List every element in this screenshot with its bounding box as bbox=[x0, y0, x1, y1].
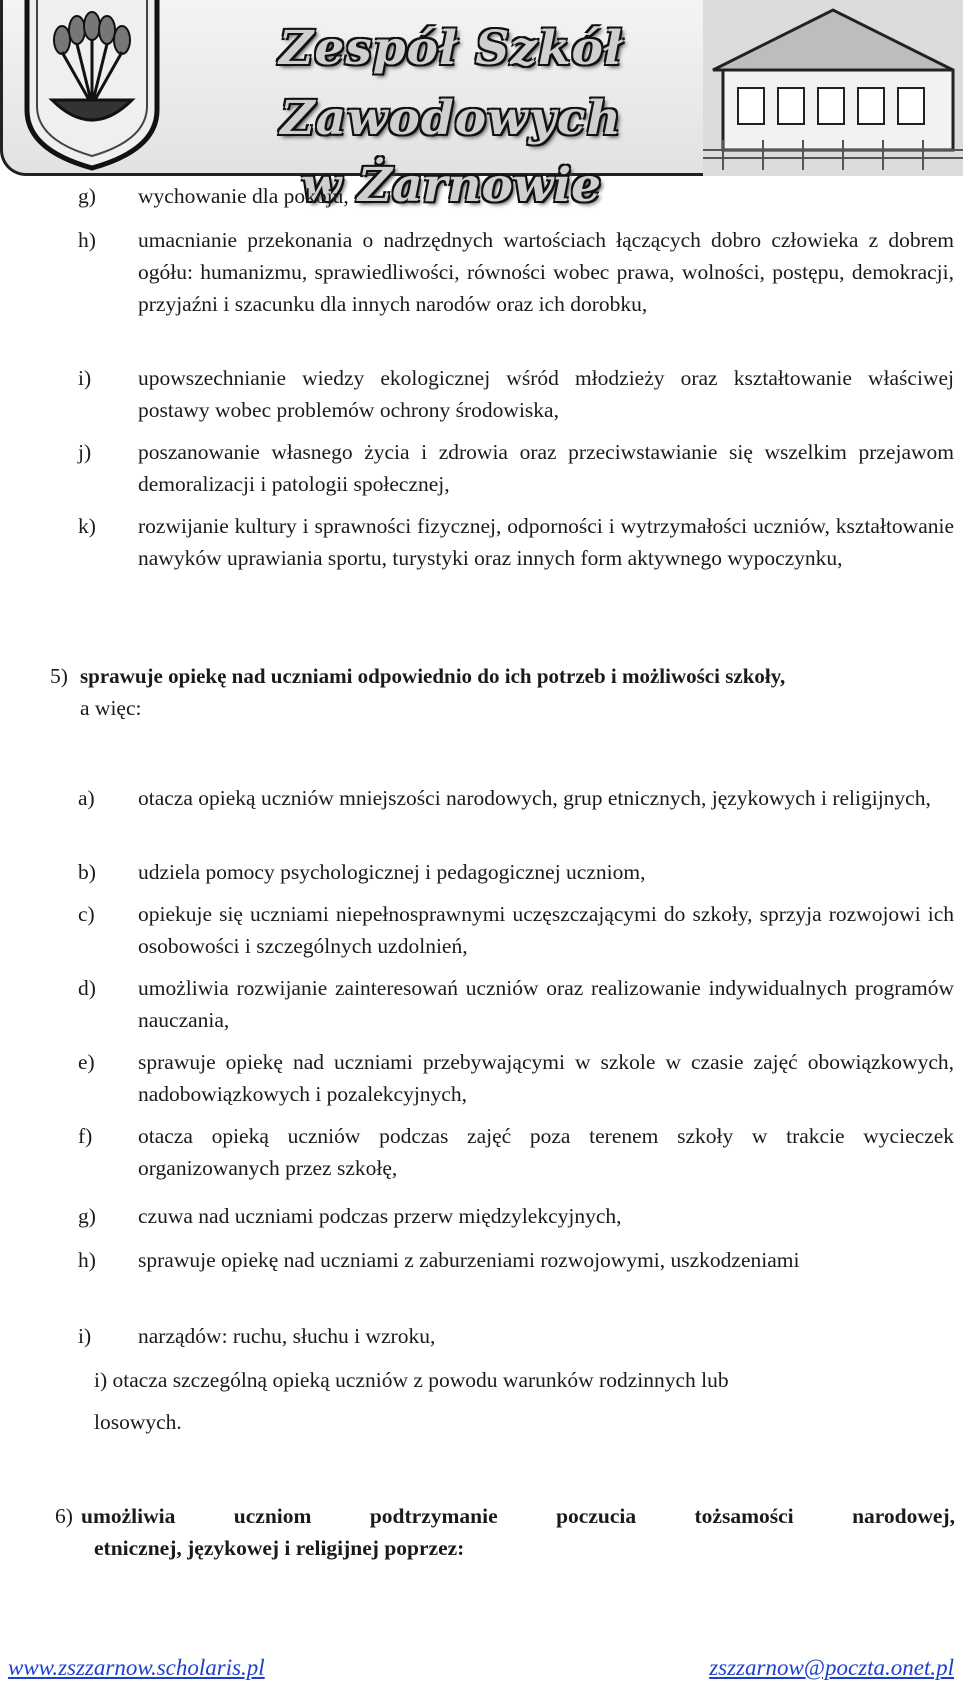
list-item bbox=[78, 510, 958, 608]
list-item-label: f) bbox=[78, 1124, 93, 1148]
list-item bbox=[78, 1320, 958, 1354]
list-item-label: e) bbox=[78, 1050, 95, 1074]
list-item-text: opiekuje się uczniami niepełnosprawnymi uczęszczającymi do szkoły, sprzyja rozwojowi ich osobowości i szczególnych uzdolnień, bbox=[138, 902, 954, 958]
list-item-text: upowszechnianie wiedzy ekologicznej wśród młodzieży oraz kształtowanie właściwej postawy wobec problemów ochrony środowiska, bbox=[138, 366, 954, 422]
list-item-label: h) bbox=[78, 228, 96, 252]
list-item bbox=[78, 898, 958, 964]
school-building-icon bbox=[703, 0, 963, 176]
list-item-label: c) bbox=[78, 902, 95, 926]
list-item-text: udziela pomocy psychologicznej i pedagogicznej uczniom, bbox=[138, 860, 646, 884]
section-number: 6) bbox=[55, 1504, 73, 1528]
list-item-label: g) bbox=[78, 184, 96, 208]
extra-item-line1: i) otacza szczególną opieką uczniów z powodu warunków rodzinnych lub bbox=[94, 1368, 729, 1392]
list-item bbox=[78, 180, 958, 214]
list-item-label: i) bbox=[78, 366, 92, 390]
list-item-label: g) bbox=[78, 1204, 96, 1228]
list-item bbox=[78, 856, 958, 890]
list-item bbox=[78, 436, 958, 502]
section-heading-line1: umożliwia uczniom podtrzymanie poczucia tożsamości narodowej, bbox=[81, 1504, 955, 1528]
list-item-text: sprawuje opiekę nad uczniami z zaburzeniami rozwojowymi, uszkodzeniami bbox=[138, 1248, 800, 1272]
school-crest-icon bbox=[7, 0, 177, 170]
list-item-text: poszanowanie własnego życia i zdrowia oraz przeciwstawianie się wszelkim przejawom demoralizacji i patologii społecznej, bbox=[138, 440, 954, 496]
banner-title-line1: Zespół Szkół Zawodowych bbox=[279, 21, 623, 146]
list-item-text: czuwa nad uczniami podczas przerw międzylekcyjnych, bbox=[138, 1204, 622, 1228]
list-item-text: otacza opieką uczniów podczas zajęć poza terenem szkoły w trakcie wycieczek organizowanych przez szkołę, bbox=[138, 1124, 954, 1180]
list-item-text: umożliwia rozwijanie zainteresowań uczniów oraz realizowanie indywidualnych programów nauczania, bbox=[138, 976, 954, 1032]
extra-list-item bbox=[94, 1364, 954, 1454]
list-item bbox=[78, 782, 958, 848]
list-item bbox=[78, 362, 958, 428]
list-item-label: b) bbox=[78, 860, 96, 884]
list-item bbox=[78, 1200, 958, 1234]
list-item bbox=[78, 1046, 958, 1112]
extra-item-line2: losowych. bbox=[94, 1410, 182, 1434]
list-item-label: h) bbox=[78, 1248, 96, 1272]
section-heading-line2: etnicznej, językowej i religijnej poprzez: bbox=[94, 1536, 465, 1560]
list-item bbox=[78, 224, 958, 354]
footer-email-link[interactable]: zszzarnow@poczta.onet.pl bbox=[709, 1655, 954, 1680]
list-item-text: otacza opieką uczniów mniejszości narodowych, grup etnicznych, językowych i religijnych, bbox=[138, 786, 931, 810]
list-item bbox=[78, 1120, 958, 1186]
list-item-text: sprawuje opiekę nad uczniami przebywającymi w szkole w czasie zajęć obowiązkowych, nadobowiązkowych i pozalekcyjnych, bbox=[138, 1050, 954, 1106]
list-item-text: wychowanie dla pokoju, bbox=[138, 184, 349, 208]
banner-title-line2: w Żarnowie bbox=[300, 158, 602, 213]
list-item-text: rozwijanie kultury i sprawności fizycznej, odporności i wytrzymałości uczniów, kształtowanie nawyków uprawiania sportu, turystyki oraz innych form aktywnego wypoczynku, bbox=[138, 514, 954, 570]
list-item-label: j) bbox=[78, 440, 92, 464]
list-item bbox=[78, 972, 958, 1038]
list-item-label: d) bbox=[78, 976, 96, 1000]
list-item-label: k) bbox=[78, 514, 96, 538]
section-heading-continuation: a więc: bbox=[80, 696, 142, 720]
section-5-heading bbox=[50, 660, 956, 726]
section-6-heading bbox=[55, 1500, 955, 1566]
list-item-text: umacnianie przekonania o nadrzędnych wartościach łączących dobro człowieka z dobrem ogółu: humanizmu, sprawiedliwości, równości wobec prawa, wolności, postępu, demokracji, przyjaźni i szacunku dla innych narodów oraz ich dorobku, bbox=[138, 228, 954, 316]
section-heading-text: sprawuje opiekę nad uczniami odpowiednio do ich potrzeb i możliwości szkoły, bbox=[80, 664, 786, 688]
section-number: 5) bbox=[50, 664, 68, 688]
list-item-label: i) bbox=[78, 1324, 92, 1348]
list-item-text: narządów: ruchu, słuchu i wzroku, bbox=[138, 1324, 436, 1348]
footer-website-link[interactable]: www.zszzarnow.scholaris.pl bbox=[8, 1655, 265, 1680]
list-item-label: a) bbox=[78, 786, 95, 810]
list-item bbox=[78, 1244, 958, 1310]
